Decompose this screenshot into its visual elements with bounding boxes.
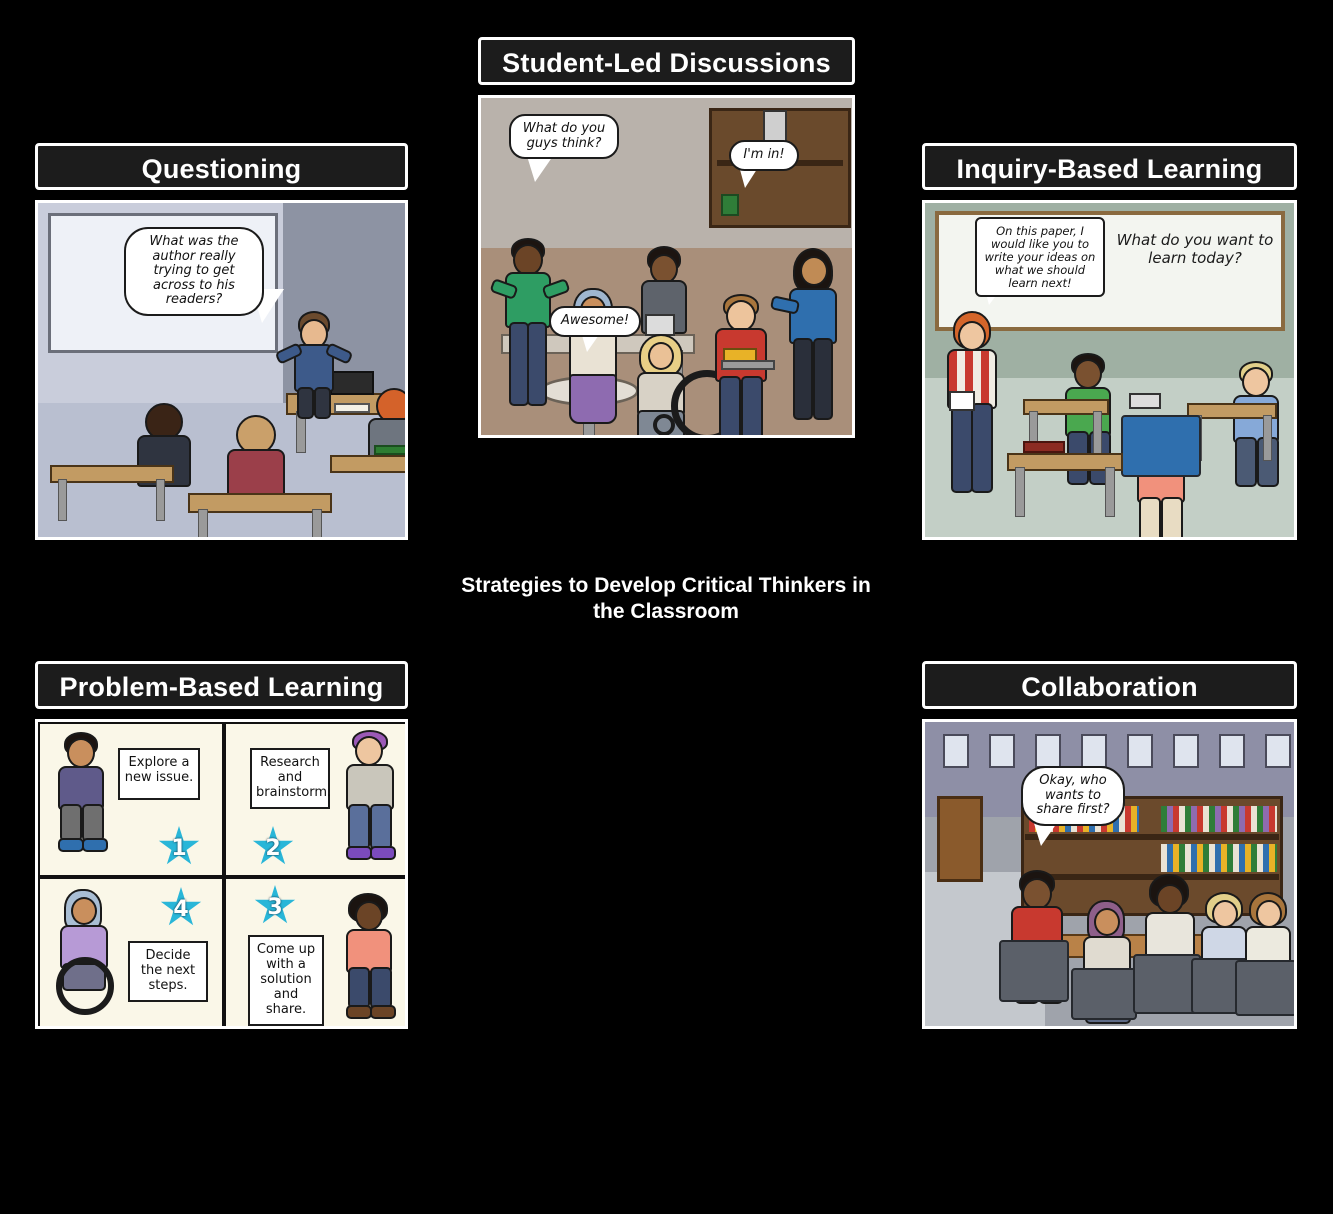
speech-bubble-im-in: I'm in!: [729, 140, 799, 171]
cell-problem-based-learning: [35, 661, 408, 1029]
books-row: [1161, 806, 1277, 832]
cell-questioning: [35, 143, 408, 540]
shoe: [346, 1005, 372, 1019]
head: [355, 736, 383, 766]
shoe: [370, 846, 396, 860]
leg: [60, 804, 82, 842]
speech-bubble-tail: [527, 156, 553, 182]
window: [943, 734, 969, 768]
head: [67, 738, 95, 768]
step-4-bubble: Decide the next steps.: [128, 941, 208, 1002]
leg: [1139, 497, 1161, 540]
wheelchair-wheel: [56, 957, 114, 1015]
leg: [370, 804, 392, 850]
shoe: [58, 838, 84, 852]
speech-bubble-awesome: Awesome!: [549, 306, 641, 337]
chair: [1235, 960, 1297, 1016]
torso: [505, 272, 551, 328]
book: [1023, 441, 1065, 453]
teacher-leg-right: [314, 387, 331, 419]
leg: [813, 338, 833, 420]
cell-panel-questioning: [35, 200, 408, 540]
cell-title-inquiry-based-learning: Inquiry-Based Learning: [922, 143, 1297, 190]
window: [1081, 734, 1107, 768]
step-2-bubble: Research and brainstorm.: [250, 748, 330, 809]
chair: [999, 940, 1069, 1002]
shoe: [82, 838, 108, 852]
cell-panel-collaboration: [922, 719, 1297, 1029]
cell-panel-problem-based-learning: [35, 719, 408, 1029]
student-step2: [336, 730, 400, 870]
leg: [569, 374, 617, 424]
window: [1265, 734, 1291, 768]
desk-leg: [156, 479, 165, 521]
whiteboard-text: [1115, 231, 1275, 283]
step-3-bubble: Come up with a solution and share.: [248, 935, 324, 1026]
leg: [348, 804, 370, 850]
window: [1127, 734, 1153, 768]
book: [374, 445, 408, 455]
leg: [951, 403, 973, 493]
leg: [527, 322, 547, 406]
bookshelf-shelf: [1025, 834, 1279, 840]
pbl-step-3: [224, 877, 408, 1029]
pbl-step-4: [38, 877, 224, 1029]
student-step3: [334, 893, 402, 1023]
cell-panel-inquiry-based-learning: [922, 200, 1297, 540]
teacher-leg-left: [297, 387, 314, 419]
head: [1242, 367, 1270, 397]
desk-leg: [1015, 467, 1025, 517]
student-back-center: [224, 415, 286, 505]
stool: [721, 360, 775, 370]
desk-leg: [58, 479, 67, 521]
shoe: [346, 846, 372, 860]
shoe: [370, 1005, 396, 1019]
teacher: [278, 311, 348, 411]
step-3-number: 3: [267, 895, 283, 920]
desk-leg: [1263, 415, 1272, 461]
desk-leg: [1093, 411, 1102, 457]
student-standing-left: [495, 238, 559, 428]
wheelchair-wheel-small: [653, 414, 675, 436]
window: [1219, 734, 1245, 768]
plant: [721, 194, 739, 216]
head: [800, 256, 828, 286]
leg: [971, 403, 993, 493]
teacher: [937, 311, 1003, 523]
speech-bubble-inquiry: On this paper, I would like you to write your ideas on what we should learn next!: [975, 217, 1105, 297]
cell-title-student-led-discussions: Student-Led Discussions: [478, 37, 855, 85]
desk-leg: [198, 509, 208, 540]
desk-leg: [1105, 467, 1115, 517]
window: [1173, 734, 1199, 768]
cell-title-problem-based-learning: Problem-Based Learning: [35, 661, 408, 709]
cell-student-led-discussions: [478, 37, 855, 438]
tablet: [1129, 393, 1161, 409]
speech-bubble-questioning: What was the author really trying to get across to his readers?: [124, 227, 264, 316]
speech-bubble-collaboration: Okay, who wants to share first?: [1021, 766, 1125, 826]
paper: [949, 391, 975, 411]
pbl-step-1: [38, 722, 224, 877]
head: [1256, 900, 1282, 928]
student-blue-shirt: [1223, 361, 1289, 501]
leg: [509, 322, 529, 406]
leg: [793, 338, 813, 420]
head: [1156, 884, 1184, 914]
student-desk-right: [330, 455, 408, 473]
chair: [1071, 968, 1137, 1020]
student-desk-center: [188, 493, 332, 513]
step-1-bubble: Explore a new issue.: [118, 748, 200, 800]
cell-title-questioning: Questioning: [35, 143, 408, 190]
head: [1212, 900, 1238, 928]
head: [958, 321, 986, 351]
pbl-step-2: [224, 722, 408, 877]
tablet: [645, 314, 675, 336]
center-caption: Strategies to Develop Critical Thinkers in the Classroom: [461, 574, 871, 624]
head: [648, 342, 674, 370]
head: [1094, 908, 1120, 936]
leg: [1235, 437, 1257, 487]
head: [355, 901, 383, 931]
book: [334, 403, 370, 413]
window: [1035, 734, 1061, 768]
leg: [82, 804, 104, 842]
board-text: What do you want to learn today?: [1116, 231, 1274, 267]
window: [989, 734, 1015, 768]
torso: [789, 288, 837, 344]
leg: [370, 967, 392, 1009]
head: [1074, 359, 1102, 389]
books-row: [1161, 844, 1277, 872]
cell-title-collaboration: Collaboration: [922, 661, 1297, 709]
leg: [719, 376, 741, 438]
student-standing-right: [781, 248, 843, 438]
leg: [1161, 497, 1183, 540]
leg: [348, 967, 370, 1009]
cell-inquiry-based-learning: [922, 143, 1297, 540]
step-1-number: 1: [171, 836, 187, 861]
cell-panel-student-led-discussions: [478, 95, 855, 438]
student-step1: [48, 732, 110, 864]
speech-bubble-what-do-you-guys-think: What do you guys think?: [509, 114, 619, 159]
desk-leg: [312, 509, 322, 540]
cell-collaboration: [922, 661, 1297, 1029]
chair: [1121, 415, 1201, 477]
door: [937, 796, 983, 882]
step-4-number: 4: [173, 897, 189, 922]
leg: [741, 376, 763, 438]
head: [71, 897, 97, 925]
step-2-number: 2: [265, 836, 281, 861]
